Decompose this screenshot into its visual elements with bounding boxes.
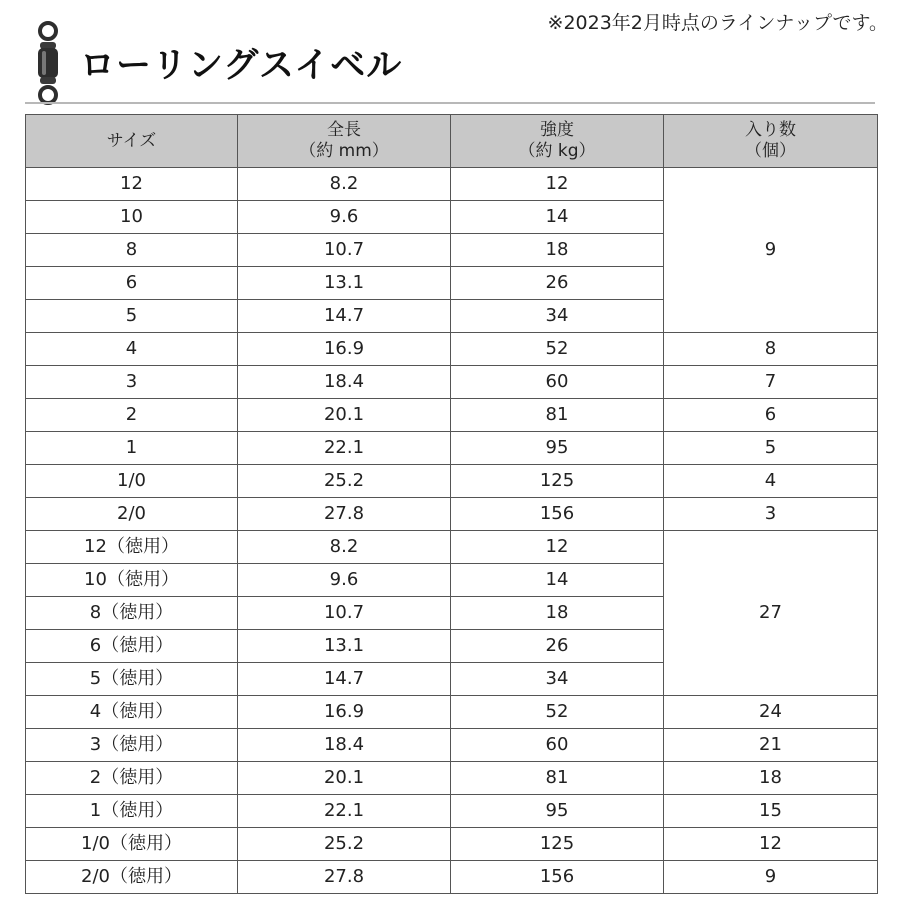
count-cell: 15 (664, 795, 878, 828)
length-cell: 27.8 (238, 861, 451, 894)
size-cell: 8 (26, 234, 238, 267)
strength-cell: 26 (451, 267, 664, 300)
header-divider (25, 102, 875, 104)
size-cell: 1 (26, 432, 238, 465)
column-header-length: 全長 （約 mm） (238, 115, 451, 168)
count-cell: 3 (664, 498, 878, 531)
strength-cell: 52 (451, 333, 664, 366)
size-cell: 1/0（徳用） (26, 828, 238, 861)
size-cell: 2/0 (26, 498, 238, 531)
strength-cell: 156 (451, 498, 664, 531)
strength-cell: 14 (451, 564, 664, 597)
length-cell: 20.1 (238, 762, 451, 795)
table-row (26, 531, 878, 564)
size-cell: 12 (26, 168, 238, 201)
table-row (26, 432, 878, 465)
strength-cell: 14 (451, 201, 664, 234)
table-row (26, 498, 878, 531)
column-header-count: 入り数 （個） (664, 115, 878, 168)
strength-cell: 125 (451, 828, 664, 861)
table-row (26, 729, 878, 762)
count-cell: 6 (664, 399, 878, 432)
length-cell: 10.7 (238, 234, 451, 267)
strength-cell: 156 (451, 861, 664, 894)
count-cell: 4 (664, 465, 878, 498)
strength-cell: 18 (451, 234, 664, 267)
table-header-row (26, 115, 878, 168)
strength-cell: 26 (451, 630, 664, 663)
count-cell: 9 (664, 168, 878, 333)
size-cell: 4 (26, 333, 238, 366)
table-row (26, 828, 878, 861)
count-cell: 27 (664, 531, 878, 696)
size-cell: 2 (26, 399, 238, 432)
size-cell: 6（徳用） (26, 630, 238, 663)
table-row (26, 465, 878, 498)
length-cell: 13.1 (238, 630, 451, 663)
strength-cell: 95 (451, 432, 664, 465)
size-cell: 5 (26, 300, 238, 333)
size-cell: 2/0（徳用） (26, 861, 238, 894)
length-cell: 16.9 (238, 696, 451, 729)
spec-table-body (26, 168, 878, 894)
lineup-note: ※2023年2月時点のラインナップです。 (547, 12, 888, 34)
size-cell: 5（徳用） (26, 663, 238, 696)
length-cell: 14.7 (238, 663, 451, 696)
page-header (30, 20, 402, 106)
size-cell: 10（徳用） (26, 564, 238, 597)
length-cell: 22.1 (238, 432, 451, 465)
size-cell: 1/0 (26, 465, 238, 498)
strength-cell: 95 (451, 795, 664, 828)
table-row (26, 168, 878, 201)
count-cell: 7 (664, 366, 878, 399)
length-cell: 18.4 (238, 729, 451, 762)
length-cell: 10.7 (238, 597, 451, 630)
length-cell: 25.2 (238, 828, 451, 861)
table-row (26, 366, 878, 399)
count-cell: 5 (664, 432, 878, 465)
size-cell: 6 (26, 267, 238, 300)
length-cell: 9.6 (238, 201, 451, 234)
column-header-size: サイズ (26, 115, 238, 168)
strength-cell: 52 (451, 696, 664, 729)
length-cell: 13.1 (238, 267, 451, 300)
length-cell: 18.4 (238, 366, 451, 399)
table-row (26, 762, 878, 795)
count-cell: 24 (664, 696, 878, 729)
table-row (26, 399, 878, 432)
table-row (26, 333, 878, 366)
strength-cell: 34 (451, 663, 664, 696)
size-cell: 10 (26, 201, 238, 234)
strength-cell: 81 (451, 762, 664, 795)
size-cell: 3 (26, 366, 238, 399)
strength-cell: 81 (451, 399, 664, 432)
length-cell: 27.8 (238, 498, 451, 531)
length-cell: 20.1 (238, 399, 451, 432)
strength-cell: 34 (451, 300, 664, 333)
length-cell: 25.2 (238, 465, 451, 498)
count-cell: 21 (664, 729, 878, 762)
page-title: ローリングスイベル (80, 46, 403, 86)
size-cell: 4（徳用） (26, 696, 238, 729)
length-cell: 8.2 (238, 168, 451, 201)
size-cell: 3（徳用） (26, 729, 238, 762)
spec-table (25, 114, 878, 894)
strength-cell: 18 (451, 597, 664, 630)
length-cell: 22.1 (238, 795, 451, 828)
column-header-strength: 強度 （約 kg） (451, 115, 664, 168)
table-row (26, 861, 878, 894)
count-cell: 18 (664, 762, 878, 795)
length-cell: 9.6 (238, 564, 451, 597)
rolling-swivel-icon (30, 20, 66, 106)
size-cell: 12（徳用） (26, 531, 238, 564)
strength-cell: 125 (451, 465, 664, 498)
count-cell: 8 (664, 333, 878, 366)
count-cell: 9 (664, 861, 878, 894)
strength-cell: 12 (451, 168, 664, 201)
table-row (26, 795, 878, 828)
length-cell: 8.2 (238, 531, 451, 564)
length-cell: 16.9 (238, 333, 451, 366)
size-cell: 1（徳用） (26, 795, 238, 828)
size-cell: 2（徳用） (26, 762, 238, 795)
strength-cell: 12 (451, 531, 664, 564)
table-row (26, 696, 878, 729)
size-cell: 8（徳用） (26, 597, 238, 630)
length-cell: 14.7 (238, 300, 451, 333)
count-cell: 12 (664, 828, 878, 861)
strength-cell: 60 (451, 366, 664, 399)
strength-cell: 60 (451, 729, 664, 762)
